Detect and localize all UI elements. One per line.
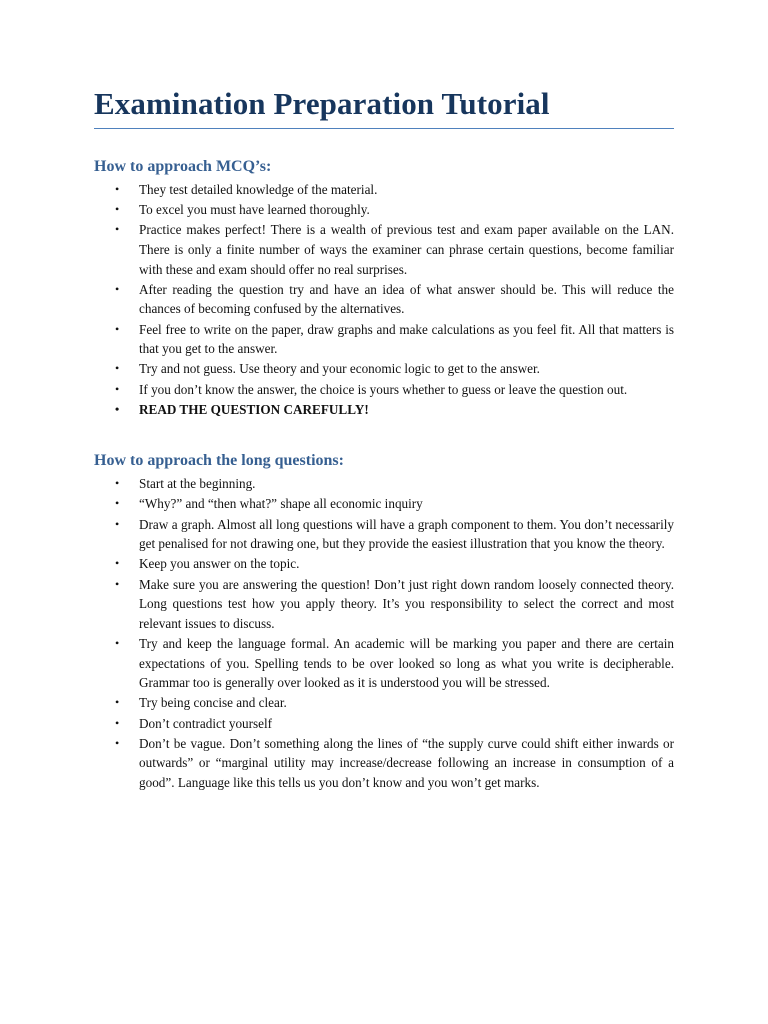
list-item-text: Draw a graph. Almost all long questions will have a graph component to them. You don’t necessarily get penalised for not drawing one, but they provide the easiest illustration that you know the theory. [139,516,674,552]
list-item-text: Try and keep the language formal. An academic will be marking you paper and there are certain expectations of you. Spelling tends to be over looked so long as what you write is decipherable. Grammar too is generally over looked as it is understood you will be stressed. [139,636,674,691]
list-item-text: Practice makes perfect! There is a wealth of previous test and exam paper available on the LAN. There is only a finite number of ways the examiner can phrase certain questions, become familiar with these and exam should offer no real surprises. [139,222,674,277]
bullet-icon: • [115,636,120,650]
bullet-icon: • [115,576,120,591]
document-title: Examination Preparation Tutorial [94,82,674,129]
list-item-text: Try and not guess. Use theory and your economic logic to get to the answer. [139,361,540,377]
bullet-icon: • [115,182,120,196]
list-item [94,180,674,200]
list-item-text: Keep you answer on the topic. [139,556,300,572]
list-item-text: “Why?” and “then what?” shape all economic inquiry [139,496,423,512]
list-item-text: Try being concise and clear. [139,695,287,711]
bullet-icon: • [115,401,120,416]
list-item [94,693,674,713]
list-item-text: Don’t contradict yourself [139,715,273,731]
list-item-text: Start at the beginning. [139,476,256,492]
bullet-icon: • [115,476,120,491]
list-item [94,320,674,359]
list-item [94,474,674,494]
bullet-icon: • [115,202,120,217]
bullet-icon: • [115,281,120,296]
list-item-text: Feel free to write on the paper, draw graphs and make calculations as you feel fit. All that matters is that you get to the answer. [139,321,674,357]
list-item [94,280,674,319]
bullet-icon: • [115,496,120,511]
list-item [94,200,674,220]
list-item-text: If you don’t know the answer, the choice is yours whether to guess or leave the question out. [139,381,628,397]
document-page [94,82,674,793]
list-item [94,734,674,793]
bullet-icon: • [115,321,120,336]
list-item-text: Make sure you are answering the question! Don’t just right down random loosely connected theory. Long questions test how you apply theory. It’s you responsibility to select the correct and most relevant issues to discuss. [139,576,674,631]
section-heading-mcq: How to approach MCQ’s: [94,158,272,175]
list-item [94,634,674,693]
list-item [94,359,674,379]
mcq-bullet-list [94,180,674,419]
list-item [94,220,674,279]
list-item [94,515,674,554]
list-item [94,575,674,634]
bullet-icon: • [115,381,120,396]
bullet-icon: • [115,735,120,750]
list-item-text: They test detailed knowledge of the material. [139,182,378,197]
bullet-icon: • [115,556,120,571]
bullet-icon: • [115,361,120,376]
list-item-text: READ THE QUESTION CAREFULLY! [139,401,369,417]
list-item [94,554,674,574]
list-item-emphasis [94,400,674,420]
bullet-icon: • [115,516,120,531]
section-heading-long-questions: How to approach the long questions: [94,452,344,470]
list-item-text: After reading the question try and have an idea of what answer should be. This will reduce the chances of becoming confused by the alternatives. [139,281,674,317]
list-item [94,380,674,400]
list-item [94,714,674,734]
bullet-icon: • [115,715,120,730]
bullet-icon: • [115,695,120,710]
list-item-text: Don’t be vague. Don’t something along the lines of “the supply curve could shift either inwards or outwards” or “marginal utility may increase/decrease following an increase in consumption of a good”. Language like this tells us you don’t know and you won’t get marks. [139,735,674,790]
list-item [94,494,674,514]
list-item-text: To excel you must have learned thoroughly. [139,202,370,218]
long-questions-bullet-list [94,474,674,792]
bullet-icon: • [115,222,120,237]
